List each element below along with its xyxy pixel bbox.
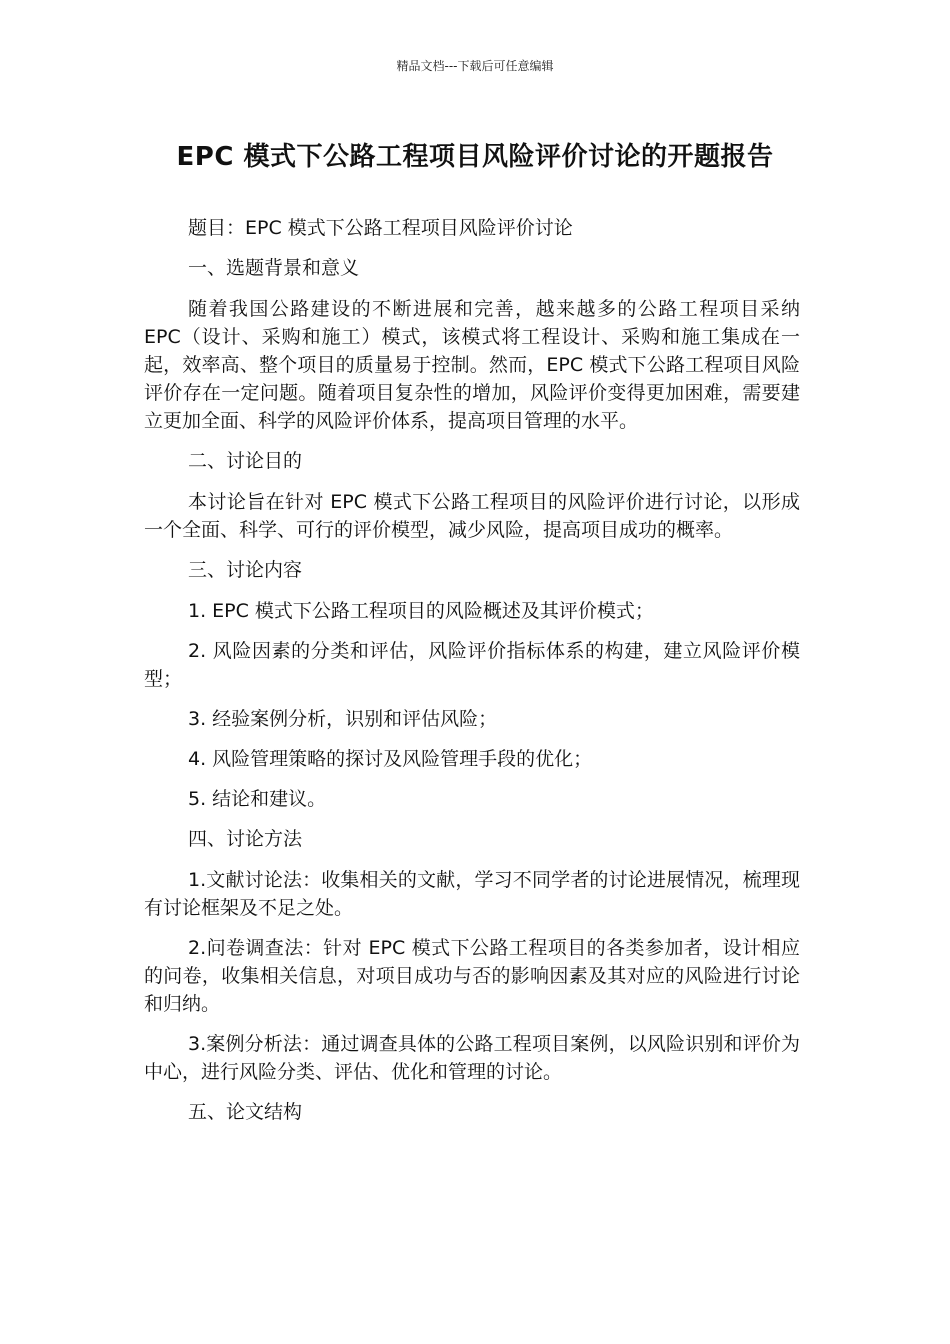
header-note: 精品文档---下载后可任意编辑 bbox=[396, 59, 554, 73]
list-item-content-5: 5. 结论和建议。 bbox=[188, 788, 327, 810]
document-body bbox=[144, 214, 800, 1139]
section-heading-purpose: 二、讨论目的 bbox=[188, 450, 303, 472]
document-title: EPC 模式下公路工程项目风险评价讨论的开题报告 bbox=[176, 142, 774, 172]
list-item-content-1: 1. EPC 模式下公路工程项目的风险概述及其评价模式； bbox=[188, 600, 654, 622]
section-heading-structure: 五、论文结构 bbox=[188, 1101, 303, 1123]
paragraph-background: 随着我国公路建设的不断进展和完善，越来越多的公路工程项目采纳 EPC（设计、采购和施工）模式，该模式将工程设计、采购和施工集成在一起，效率高、整个项目的质量易于控制。然而，EPC 模式下公路工程项目风险评价存在一定问题。随着项目复杂性的增加，风险评价变得更加困难，需要建立更加全面、科学的风险评价体系，提高项目管理的水平。 bbox=[144, 298, 800, 432]
section-heading-methods: 四、讨论方法 bbox=[188, 828, 303, 850]
section-heading-content: 三、讨论内容 bbox=[188, 559, 303, 581]
list-item-method-2: 2.问卷调查法：针对 EPC 模式下公路工程项目的各类参加者，设计相应的问卷，收集相关信息，对项目成功与否的影响因素及其对应的风险进行讨论和归纳。 bbox=[144, 937, 800, 1015]
list-item-method-1: 1.文献讨论法：收集相关的文献，学习不同学者的讨论进展情况，梳理现有讨论框架及不足之处。 bbox=[144, 869, 800, 919]
list-item-content-3: 3. 经验案例分析，识别和评估风险； bbox=[188, 708, 498, 730]
list-item-content-2: 2. 风险因素的分类和评估，风险评价指标体系的构建，建立风险评价模型； bbox=[144, 640, 800, 690]
list-item-content-4: 4. 风险管理策略的探讨及风险管理手段的优化； bbox=[188, 748, 593, 770]
list-item-method-3: 3.案例分析法：通过调查具体的公路工程项目案例，以风险识别和评价为中心，进行风险分类、评估、优化和管理的讨论。 bbox=[144, 1033, 800, 1083]
paragraph-purpose: 本讨论旨在针对 EPC 模式下公路工程项目的风险评价进行讨论，以形成一个全面、科学、可行的评价模型，减少风险，提高项目成功的概率。 bbox=[144, 491, 800, 541]
section-heading-background: 一、选题背景和意义 bbox=[188, 257, 360, 279]
paragraph-topic: 题目：EPC 模式下公路工程项目风险评价讨论 bbox=[188, 217, 573, 239]
